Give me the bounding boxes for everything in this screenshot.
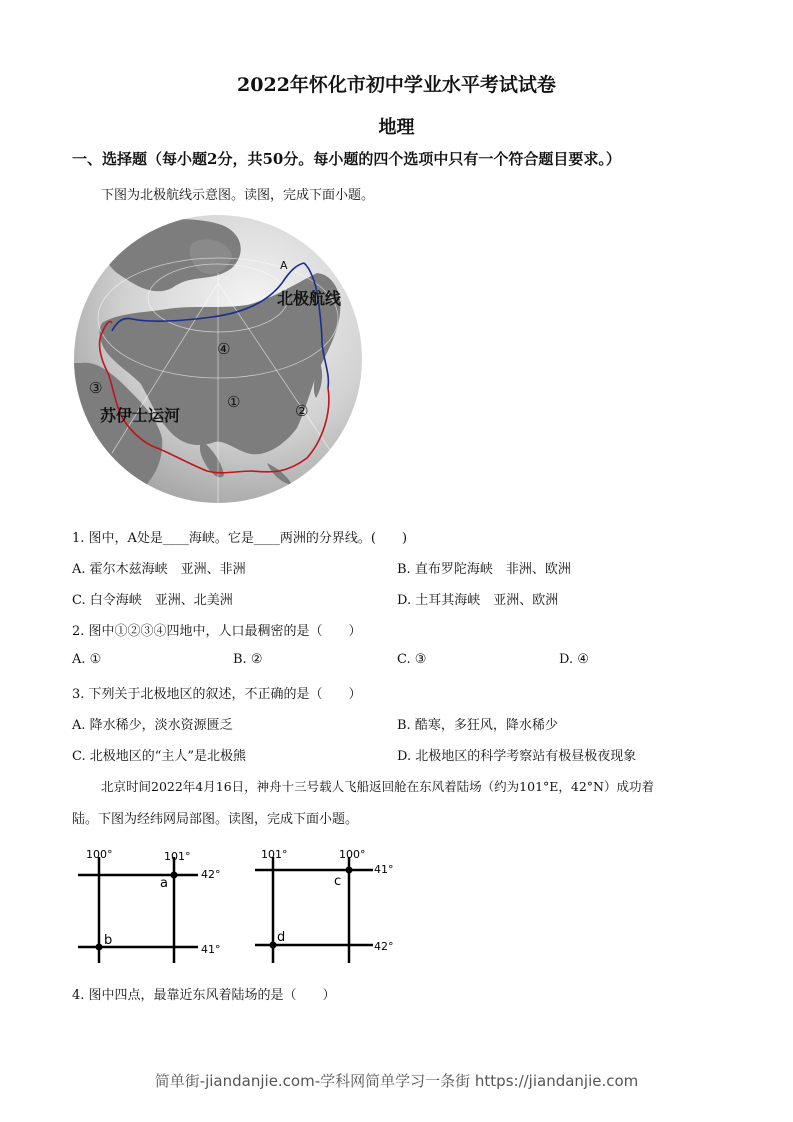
- grid1-point-a: a: [160, 876, 168, 891]
- point-a-label: A: [280, 259, 288, 272]
- grid2-point-d: d: [277, 930, 286, 945]
- exam-title: 2022年怀化市初中学业水平考试试卷: [237, 74, 556, 96]
- grid2-lon-left: 101°: [261, 848, 288, 861]
- q2-option-d[interactable]: D. ④: [559, 652, 589, 667]
- q1-option-d[interactable]: D. 土耳其海峡 亚洲、欧洲: [397, 593, 559, 608]
- marker-2: ②: [295, 402, 309, 420]
- marker-3: ③: [89, 379, 103, 397]
- grid1-point-b: b: [104, 933, 113, 948]
- canal-label: 苏伊士运河: [100, 406, 181, 425]
- marker-4: ④: [217, 340, 231, 358]
- grid1-lon-left: 100°: [86, 848, 113, 861]
- lat-lon-grid-1: [76, 843, 236, 968]
- grid2-lat-bottom: 42°: [374, 940, 394, 953]
- question-2: 2. 图中①②③④四地中，人口最稠密的是（ ）: [72, 624, 362, 639]
- intro-text-2-line1: 北京时间2022年4月16日，神舟十三号载人飞船返回舱在东风着陆场（约为101°E，42°N）成功着: [101, 779, 654, 794]
- grid2-point-c: c: [334, 874, 342, 889]
- q2-option-c[interactable]: C. ③: [397, 652, 427, 667]
- route-label: 北极航线: [277, 289, 342, 308]
- subject-title: 地理: [378, 117, 415, 138]
- intro-text-1: 下图为北极航线示意图。读图，完成下面小题。: [101, 188, 375, 203]
- grid1-lat-bottom: 41°: [201, 943, 221, 956]
- q2-option-a[interactable]: A. ①: [72, 652, 102, 667]
- grid1-lon-right: 101°: [164, 850, 191, 863]
- section-heading: 一、选择题（每小题2分，共50分。每小题的四个选项中只有一个符合题目要求。）: [72, 150, 621, 168]
- q3-option-c[interactable]: C. 北极地区的“主人”是北极熊: [72, 749, 247, 764]
- q1-option-b[interactable]: B. 直布罗陀海峡 非洲、欧洲: [397, 562, 571, 577]
- question-3: 3. 下列关于北极地区的叙述，不正确的是（ ）: [72, 687, 362, 702]
- q2-option-b[interactable]: B. ②: [233, 652, 263, 667]
- q3-option-a[interactable]: A. 降水稀少，淡水资源匮乏: [72, 718, 233, 733]
- grid2-lat-top: 41°: [374, 863, 394, 876]
- page-footer: 简单街-jiandanjie.com-学科网简单学习一条街 https://jiandanjie.com: [154, 1072, 639, 1090]
- grid2-lon-right: 100°: [339, 848, 366, 861]
- q3-option-b[interactable]: B. 酷寒，多狂风，降水稀少: [397, 718, 558, 733]
- grid1-lat-top: 42°: [201, 868, 221, 881]
- arctic-route-map: [72, 213, 364, 505]
- q3-option-d[interactable]: D. 北极地区的科学考察站有极昼极夜现象: [397, 749, 637, 764]
- marker-1: ①: [227, 393, 241, 411]
- question-1: 1. 图中，A处是____海峡。它是____两洲的分界线。( ): [72, 531, 408, 546]
- q1-option-c[interactable]: C. 白令海峡 亚洲、北美洲: [72, 593, 233, 608]
- intro-text-2-line2: 陆。下图为经纬网局部图。读图，完成下面小题。: [72, 812, 359, 827]
- question-4: 4. 图中四点，最靠近东风着陆场的是（ ）: [72, 988, 336, 1003]
- q1-option-a[interactable]: A. 霍尔木兹海峡 亚洲、非洲: [72, 562, 246, 577]
- lat-lon-grid-2: [253, 843, 413, 968]
